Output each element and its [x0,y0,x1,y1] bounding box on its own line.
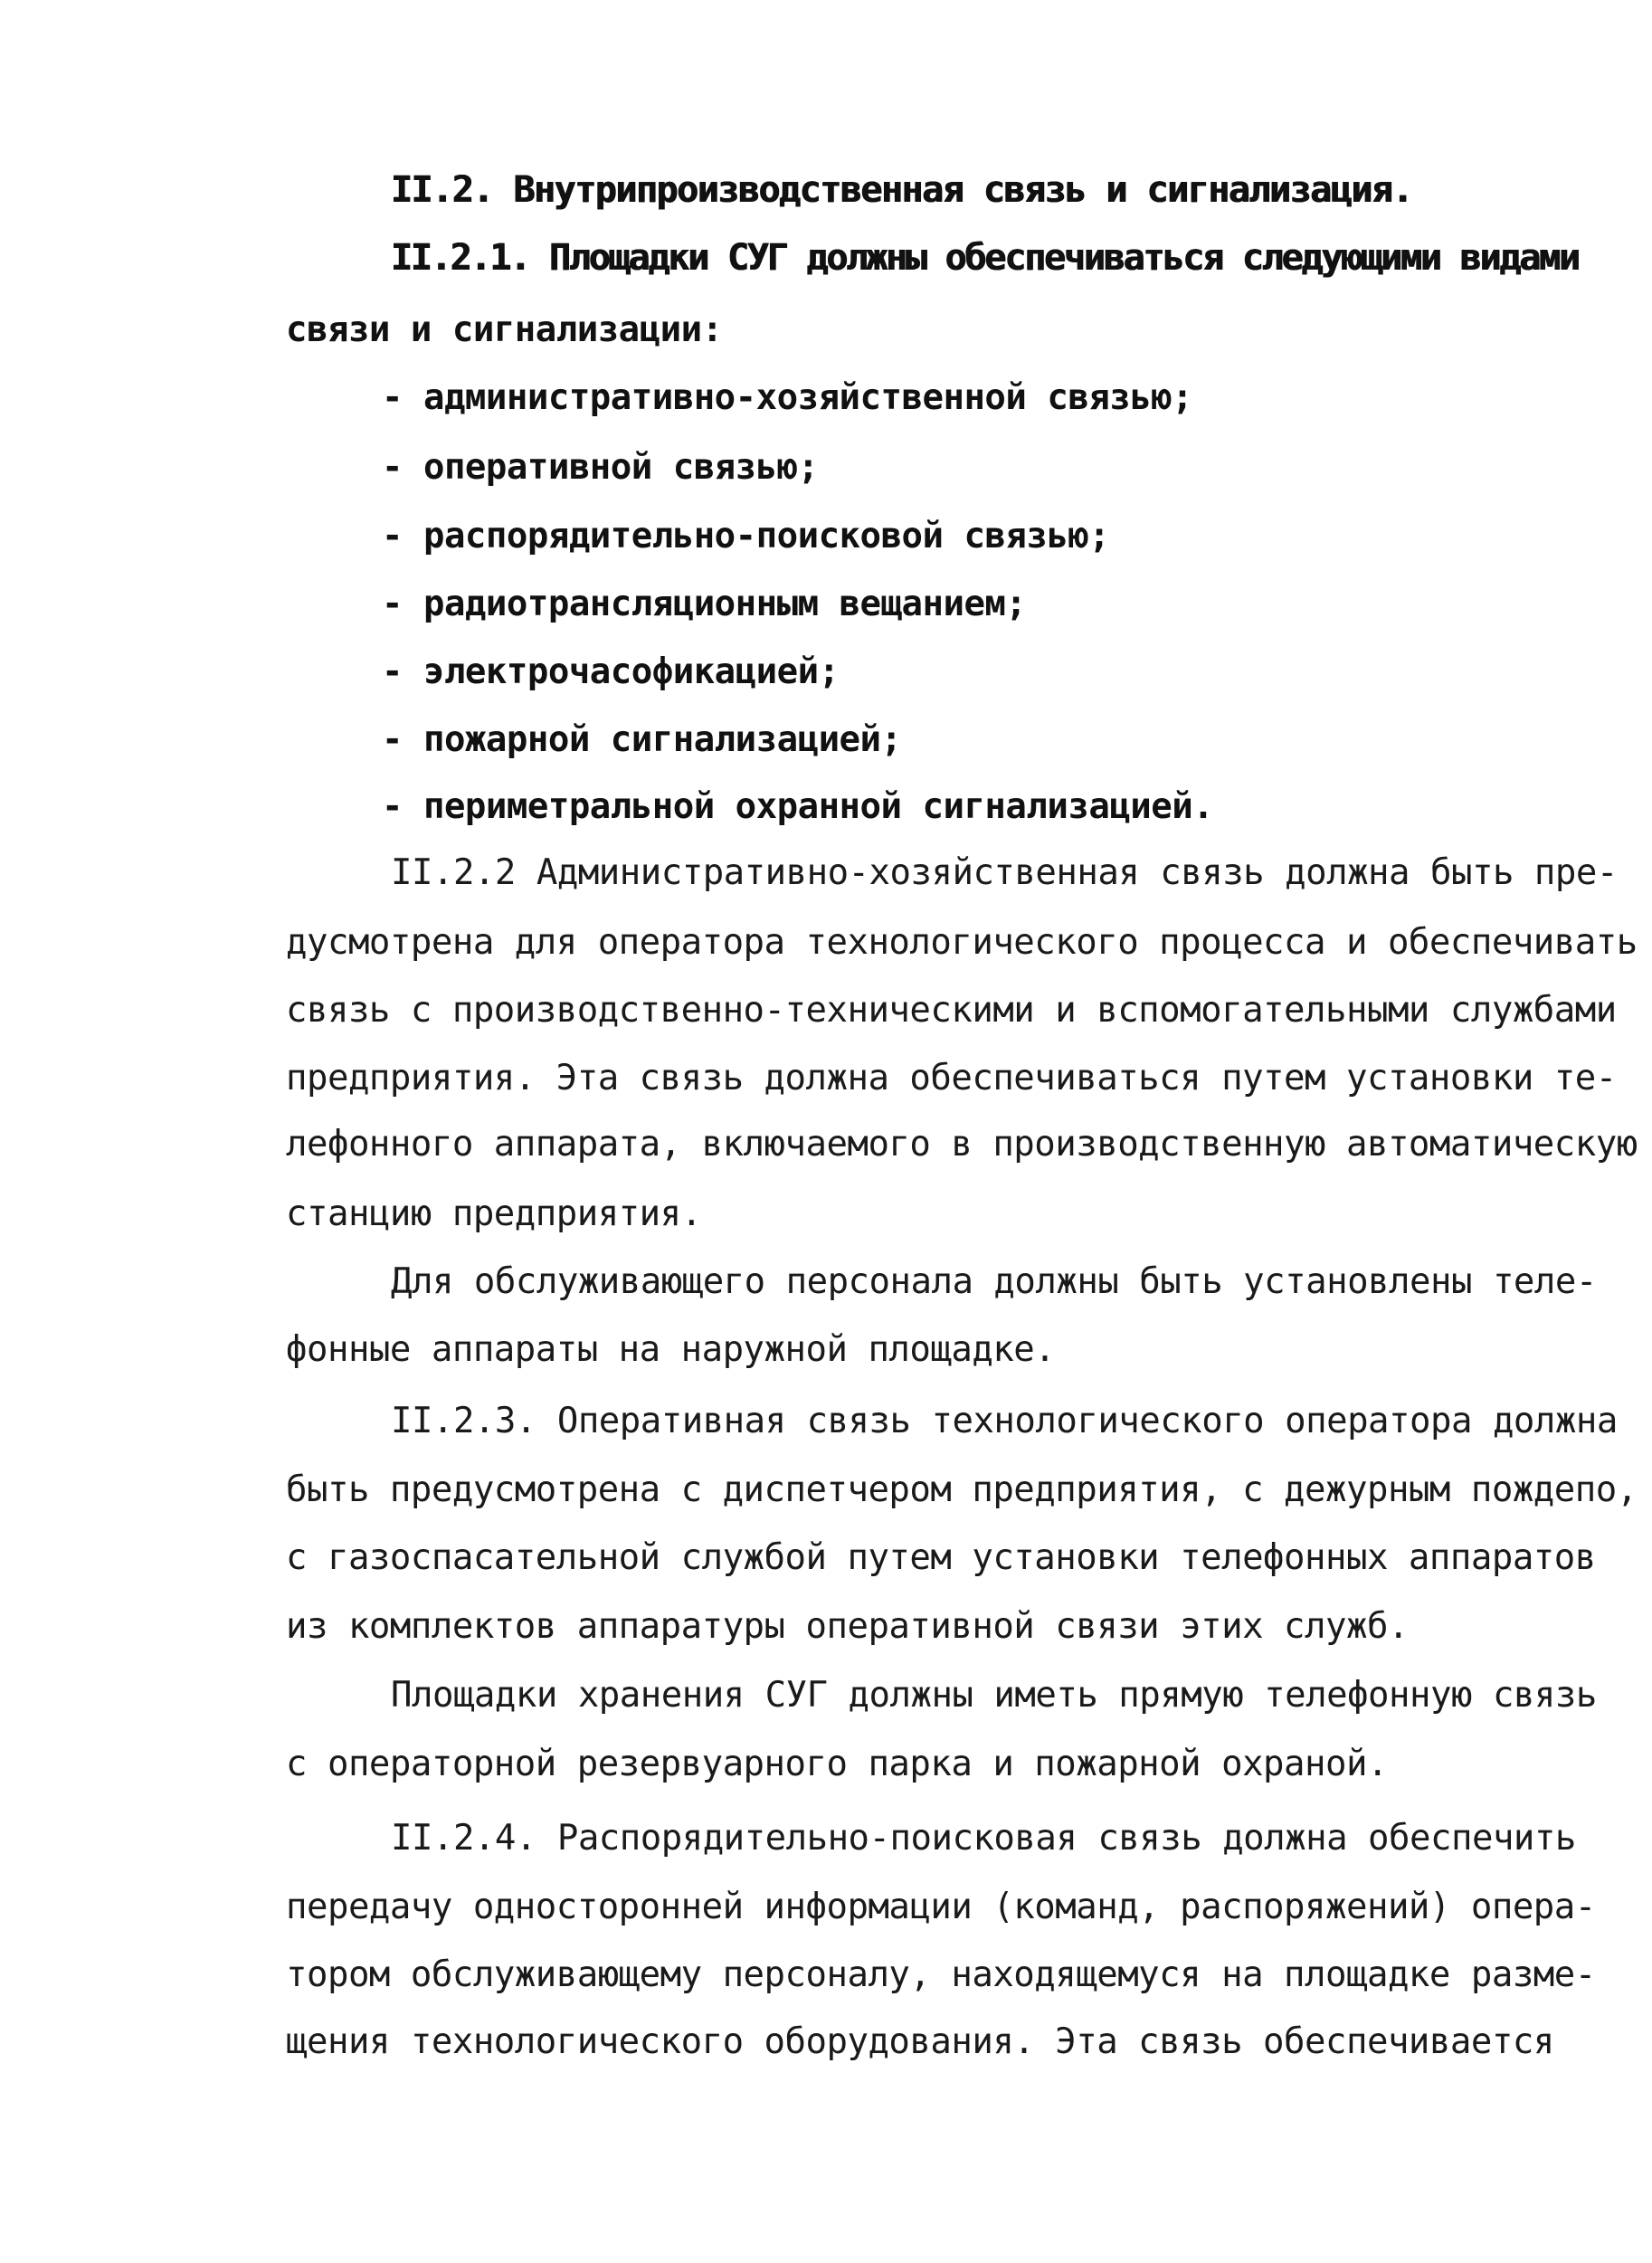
paragraph-line: Площадки хранения СУГ должны иметь прямую телефонную связь [391,1675,1597,1716]
intro-line: II.2.1. Площадки СУГ должны обеспечиваться следующими видами [391,237,1579,279]
list-item: - электрочасофикацией; [382,651,840,692]
paragraph-line: лефонного аппарата, включаемого в производственную автоматическую [286,1124,1638,1165]
list-item: - административно-хозяйственной связью; [382,377,1193,418]
section-heading: II.2. Внутрипроизводственная связь и сигнализация. [391,169,1413,211]
paragraph-line: передачу односторонней информации (команд, распоряжений) опера- [286,1887,1596,1927]
paragraph-line: предприятия. Эта связь должна обеспечиваться путем установки те- [286,1058,1617,1098]
paragraph-line: Для обслуживающего персонала должны быть установлены теле- [391,1261,1597,1302]
list-item: - радиотрансляционным вещанием; [382,584,1027,624]
list-item: - оперативной связью; [382,447,819,488]
paragraph-line: II.2.3. Оперативная связь технологического оператора должна [391,1401,1618,1441]
paragraph-line: станцию предприятия. [286,1193,702,1234]
paragraph-line: быть предусмотрена с диспетчером предприятия, с дежурным пождепо, [286,1469,1638,1510]
list-item: - распорядительно-поисковой связью; [382,516,1110,556]
paragraph-line: с газоспасательной службой путем установки телефонных аппаратов [286,1537,1596,1578]
paragraph-line: II.2.4. Распорядительно-поисковая связь должна обеспечить [391,1818,1576,1859]
paragraph-line: II.2.2 Административно-хозяйственная связь должна быть пре- [391,852,1618,893]
paragraph-line: дусмотрена для оператора технологического процесса и обеспечивать [286,922,1638,963]
paragraph-line: связь с производственно-техническими и вспомогательными службами [286,990,1617,1031]
list-item: - пожарной сигнализацией; [382,719,902,760]
paragraph-line: фонные аппараты на наружной площадке. [286,1329,1056,1370]
list-item: - периметральной охранной сигнализацией. [382,786,1214,827]
paragraph-line: щения технологического оборудования. Эта связь обеспечивается [286,2021,1554,2062]
intro-line: связи и сигнализации: [286,309,723,350]
paragraph-line: из комплектов аппаратуры оперативной связи этих служб. [286,1606,1409,1647]
paragraph-line: тором обслуживающему персоналу, находящемуся на площадке разме- [286,1954,1596,1995]
paragraph-line: с операторной резервуарного парка и пожарной охраной. [286,1744,1388,1784]
